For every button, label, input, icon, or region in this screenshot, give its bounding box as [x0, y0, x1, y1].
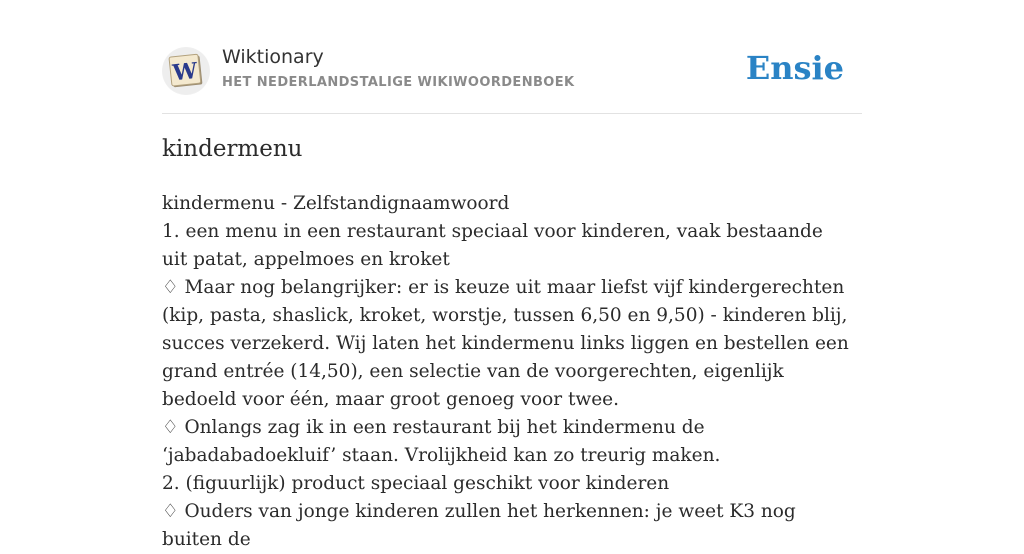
example-2: ♢ Onlangs zag ik in een restaurant bij het kindermenu de ‘jabadabadoekluif’ staan. Vrolijkheid kan zo treurig maken.: [162, 417, 721, 466]
page-title: kindermenu: [162, 136, 303, 162]
definition-2: 2. (figuurlijk) product speciaal geschikt voor kinderen: [162, 473, 670, 494]
svg-text:W: W: [171, 57, 199, 87]
entry-content: [162, 190, 852, 554]
site-header: [162, 44, 862, 114]
wiktionary-logo-icon[interactable]: [162, 47, 210, 95]
site-name[interactable]: Wiktionary: [222, 46, 324, 68]
example-1: ♢ Maar nog belangrijker: er is keuze uit maar liefst vijf kindergerechten (kip, pasta, shaslick, kroket, worstje, tussen 6,50 en 9,50) - kinderen blij, succes verzekerd. Wij laten het kindermenu links liggen en bestellen een grand entrée (14,50), een selectie van de voorgerechten, eigenlijk bedoeld voor één, maar groot genoeg voor twee.: [162, 277, 849, 410]
entry-heading-line: kindermenu - Zelfstandignaamwoord: [162, 193, 510, 214]
definition-1: 1. een menu in een restaurant speciaal voor kinderen, vaak bestaande uit patat, appelmoes en kroket: [162, 221, 823, 270]
example-3: ♢ Ouders van jonge kinderen zullen het herkennen: je weet K3 nog buiten de: [162, 501, 796, 550]
ensie-brand-logo[interactable]: Ensie: [745, 49, 844, 87]
wiktionary-logo-graphic: [162, 47, 210, 95]
site-subtitle: HET NEDERLANDSTALIGE WIKIWOORDENBOEK: [222, 75, 575, 90]
